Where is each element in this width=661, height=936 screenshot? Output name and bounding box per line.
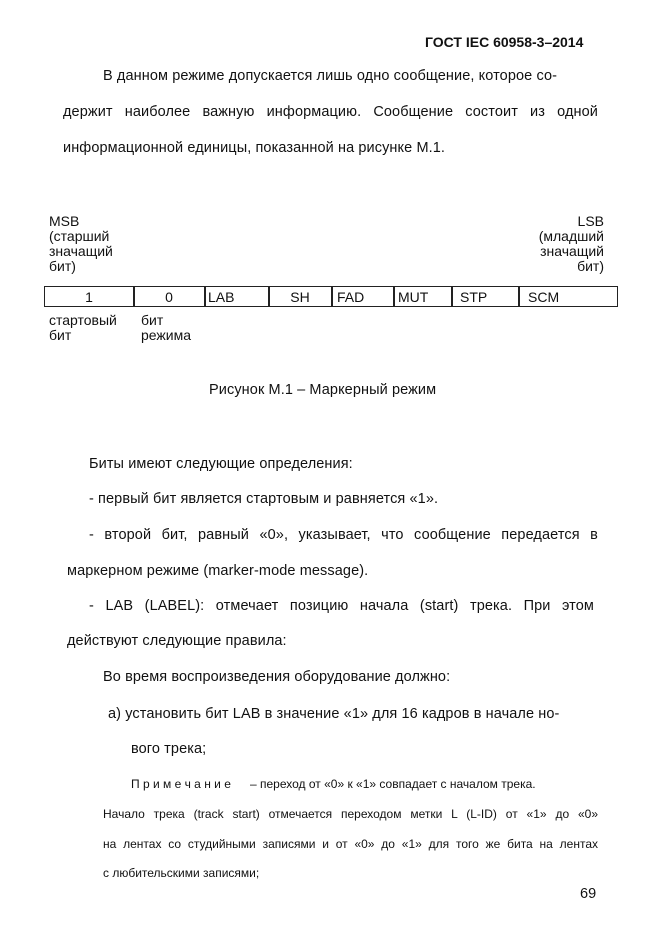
note-line-1: – переход от «0» к «1» совпадает с началом трека.	[250, 777, 536, 791]
msb-label	[49, 214, 129, 274]
msb-label-line: бит)	[49, 258, 76, 274]
bit-cell-scm: SCM	[528, 289, 560, 305]
cell-divider	[451, 286, 453, 307]
start-bit-label-line: стартовый	[49, 312, 117, 328]
cell-divider	[518, 286, 520, 307]
cell-divider	[331, 286, 333, 307]
cell-divider	[204, 286, 206, 307]
msb-label-line: значащий	[49, 243, 113, 259]
list-item-a-line-2: вого трека;	[131, 741, 207, 757]
list-item-a-line-1: а) установить бит LAB в значение «1» для 16 кадров в начале но-	[108, 706, 560, 722]
lsb-label-line: (младший	[538, 228, 604, 244]
body-paragraph-2: - первый бит является стартовым и равняется «1».	[89, 491, 439, 507]
intro-line-1: В данном режиме допускается лишь одно сообщение, которое со-	[103, 68, 558, 84]
bit-cell-stp: STP	[460, 289, 488, 305]
document-standard-header: ГОСТ IEC 60958-3–2014	[425, 34, 584, 50]
body-paragraph-4-line-1: - LAB (LABEL): отмечает позицию начала (start) трека. При этом	[89, 598, 594, 614]
lsb-label-line: бит)	[577, 258, 604, 274]
body-paragraph-3-line-2: маркерном режиме (marker-mode message).	[67, 563, 369, 579]
bit-cell-start: 1	[85, 289, 93, 305]
body-paragraph-5: Во время воспроизведения оборудование должно:	[103, 669, 451, 685]
note-label: П р и м е ч а н и е	[131, 777, 231, 791]
mode-bit-label-line: бит	[141, 312, 164, 328]
bit-cell-lab: LAB	[208, 289, 235, 305]
intro-line-3: информационной единицы, показанной на рисунке М.1.	[63, 140, 446, 156]
note-line-3: на лентах со студийными записями и от «0» до «1» для того же бита на лентах	[103, 837, 598, 851]
lsb-label-line: значащий	[540, 243, 604, 259]
page-number: 69	[580, 886, 597, 902]
bit-cell-fad: FAD	[337, 289, 365, 305]
body-paragraph-4-line-2: действуют следующие правила:	[67, 633, 287, 649]
bit-cell-mode: 0	[165, 289, 173, 305]
note-line-2: Начало трека (track start) отмечается переходом метки L (L-ID) от «1» до «0»	[103, 807, 598, 821]
bit-cell-mut: MUT	[398, 289, 429, 305]
bit-cell-sh: SH	[290, 289, 310, 305]
body-paragraph-3-line-1: - второй бит, равный «0», указывает, что сообщение передается в	[89, 527, 598, 543]
figure-caption: Рисунок М.1 – Маркерный режим	[209, 382, 437, 398]
msb-label-line: (старший	[49, 228, 110, 244]
intro-line-2: держит наиболее важную информацию. Сообщение состоит из одной	[63, 104, 598, 120]
start-bit-label-line: бит	[49, 327, 72, 343]
cell-divider	[393, 286, 395, 307]
body-paragraph-1: Биты имеют следующие определения:	[89, 456, 353, 472]
lsb-label-line: LSB	[577, 213, 604, 229]
note-line-4: с любительскими записями;	[103, 866, 260, 880]
start-bit-label	[49, 313, 139, 343]
mode-bit-label	[141, 313, 221, 343]
msb-label-line: MSB	[49, 213, 80, 229]
mode-bit-label-line: режима	[141, 327, 192, 343]
lsb-label	[524, 214, 604, 274]
